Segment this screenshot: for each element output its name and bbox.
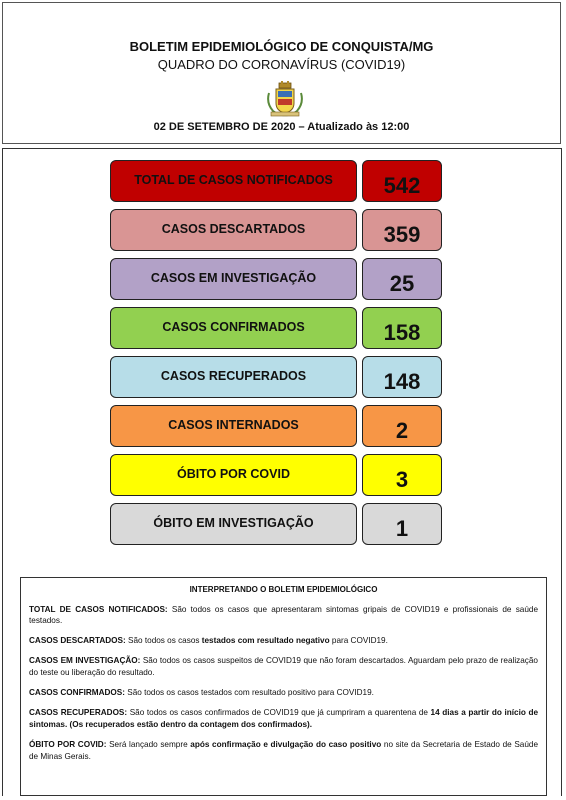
stat-value-box [362,209,442,251]
interpretation-box [20,577,547,796]
stat-value: 1 [395,516,409,541]
stat-value-box [362,356,442,398]
definition-descartados [29,635,538,647]
definition-text: São todos os casos [125,636,202,646]
definition-text: São todos os casos suspeitos de COVID19 que não foram descartados. Aguardam pelo prazo de realização do teste ou liberação do resultado. [29,656,538,678]
stat-value: 359 [383,222,421,247]
stat-value-box [362,405,442,447]
stat-label-box [110,209,357,251]
definition-investigacao [29,655,538,679]
definition-term: CASOS DESCARTADOS: [29,636,126,646]
stat-label-box [110,454,357,496]
definition-confirmados [29,687,538,699]
definition-text: São todos os casos confirmados de COVID19 que já cumpriram a quarentena de [127,707,431,717]
stat-value: 542 [383,173,421,198]
stat-label-box [110,160,357,202]
bulletin-date: 02 DE SETEMBRO DE 2020 – Atualizado às 12:00 [153,121,410,133]
definition-text: São todos os casos testados com resultado positivo para COVID19. [124,688,374,698]
definition-text: São todos os casos que apresentaram sintomas gripais de COVID19 e profissionais de saúde testados. [29,604,539,626]
stat-label: CASOS DESCARTADOS [161,222,306,236]
stat-label: ÓBITO POR COVID [177,467,290,481]
definition-emphasis: (Os recuperados estão dentro da contagem dos confirmados). [67,719,312,729]
stat-label: TOTAL DE CASOS NOTIFICADOS [134,173,333,187]
stat-value: 3 [395,467,409,492]
stat-value: 2 [395,418,409,443]
definition-emphasis: testados com resultado negativo [201,636,330,646]
bulletin-title: BOLETIM EPIDEMIOLÓGICO DE CONQUISTA/MG [129,39,434,54]
stat-value: 148 [383,369,421,394]
definition-term: ÓBITO POR COVID: [29,739,107,749]
definition-emphasis: 14 dias a partir do início de sintomas. [29,707,538,729]
definition-term: CASOS RECUPERADOS: [29,707,128,717]
definition-text: no site da Secretaria de Estado de Saúde de Minas Gerais. [29,739,538,761]
definition-recuperados [29,707,538,731]
stat-label-box [110,405,357,447]
stat-value-box [362,503,442,545]
definition-term: CASOS CONFIRMADOS: [29,688,125,698]
definition-text: para COVID19. [329,636,388,646]
definition-obito [29,739,538,763]
stat-label-box [110,307,357,349]
coat-of-arms-icon [265,81,305,117]
stat-label: CASOS EM INVESTIGAÇÃO [150,271,317,285]
bulletin-header [2,2,561,144]
interpretation-title: INTERPRETANDO O BOLETIM EPIDEMIOLÓGICO [189,585,378,594]
definition-text: Será lançado sempre [106,739,191,749]
bulletin-subtitle: QUADRO DO CORONAVÍRUS (COVID19) [157,57,406,72]
stat-label: CASOS RECUPERADOS [160,369,307,383]
stat-value-box [362,258,442,300]
definition-term: CASOS EM INVESTIGAÇÃO: [29,656,141,666]
stat-value-box [362,160,442,202]
definition-term: TOTAL DE CASOS NOTIFICADOS: [29,604,168,614]
stat-value: 25 [389,271,415,296]
definition-emphasis: após confirmação e divulgação do caso positivo [190,739,382,749]
stat-label: CASOS CONFIRMADOS [162,320,305,334]
stat-value: 158 [383,320,421,345]
stat-value-box [362,307,442,349]
stat-label-box [110,356,357,398]
stat-label: ÓBITO EM INVESTIGAÇÃO [153,516,314,530]
stat-value-box [362,454,442,496]
stat-label-box [110,503,357,545]
definition-notificados [29,604,538,628]
stat-label: CASOS INTERNADOS [168,418,299,432]
stat-label-box [110,258,357,300]
